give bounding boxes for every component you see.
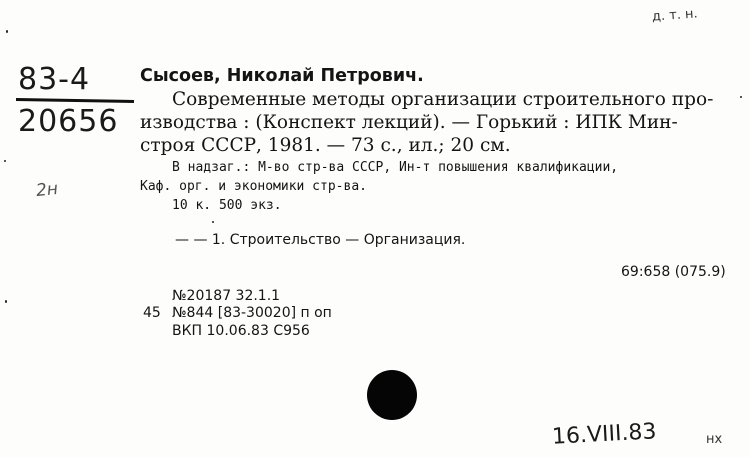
registration-line-1: №20187 32.1.1 — [172, 288, 281, 304]
title-line-3: строя СССР, 1981. — 73 с., ил.; 20 см. — [140, 135, 511, 156]
speck — [6, 30, 8, 33]
handwritten-corner-mark: д. т. н. — [651, 6, 699, 25]
handwritten-date: 16.VIII.83 — [551, 419, 658, 450]
title-line-1: Современные методы организации строительного про- — [172, 89, 714, 110]
speck — [740, 96, 742, 98]
author-heading: Сысоев, Николай Петрович. — [140, 66, 424, 86]
note-line-1: В надзаг.: М-во стр-ва СССР, Ин-т повышения квалификации, — [172, 160, 619, 175]
registration-line-2-prefix: 45 — [143, 305, 161, 321]
note-line-2: Каф. орг. и экономики стр-ва. — [140, 179, 367, 194]
classification-number: 69:658 (075.9) — [621, 264, 726, 280]
handwritten-initials: нх — [706, 432, 723, 447]
shelf-mark-divider — [16, 98, 134, 103]
note-line-3: 10 к. 500 экз. — [172, 198, 282, 213]
subject-heading: — — 1. Строительство — Организация. — [175, 232, 466, 248]
shelf-mark-top: 83-4 — [18, 62, 91, 97]
shelf-mark-bottom: 20656 — [18, 104, 119, 139]
registration-line-2: №844 [83-30020] п оп — [172, 305, 332, 321]
title-line-2: изводства : (Конспект лекций). — Горький : ИПК Мин- — [140, 112, 678, 133]
speck — [4, 160, 6, 162]
handwritten-scribble: 2н — [35, 178, 59, 202]
speck — [5, 300, 7, 303]
registration-line-3: ВКП 10.06.83 С956 — [172, 323, 310, 339]
speck — [212, 221, 214, 223]
card-punch-hole — [367, 370, 417, 420]
